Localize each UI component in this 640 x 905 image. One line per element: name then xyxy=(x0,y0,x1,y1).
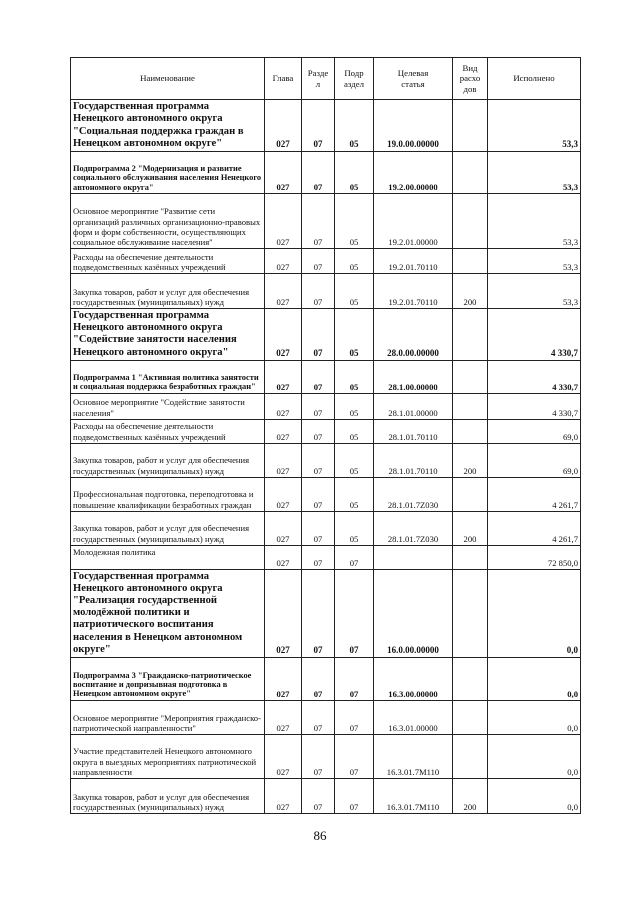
table-row xyxy=(71,545,581,569)
cell-podrazdel: 05 xyxy=(335,443,374,477)
cell-amount: 53,3 xyxy=(488,100,581,152)
cell-statya: 19.0.00.00000 xyxy=(374,100,453,152)
cell-name: Подпрограмма 3 "Гражданско-патриотическое воспитание и допризывная подготовка в Ненецком автономном округе" xyxy=(71,657,265,700)
cell-razdel: 07 xyxy=(302,274,335,309)
cell-statya: 28.1.01.70110 xyxy=(374,419,453,443)
cell-razdel: 07 xyxy=(302,477,335,511)
cell-name: Молодежная политика xyxy=(71,545,265,569)
table-row xyxy=(71,274,581,309)
cell-podrazdel: 07 xyxy=(335,545,374,569)
cell-name: Расходы на обеспечение деятельности подведомственных казённых учреждений xyxy=(71,419,265,443)
cell-amount: 4 261,7 xyxy=(488,511,581,545)
cell-vid xyxy=(453,419,488,443)
cell-glava: 027 xyxy=(265,778,302,813)
header-amount: Исполнено xyxy=(488,58,581,100)
cell-razdel: 07 xyxy=(302,657,335,700)
header-name: Наименование xyxy=(71,58,265,100)
table-row xyxy=(71,569,581,657)
cell-glava: 027 xyxy=(265,511,302,545)
cell-amount: 53,3 xyxy=(488,152,581,194)
cell-vid xyxy=(453,657,488,700)
cell-amount: 53,3 xyxy=(488,249,581,274)
cell-razdel: 07 xyxy=(302,100,335,152)
cell-vid xyxy=(453,477,488,511)
cell-statya xyxy=(374,545,453,569)
cell-vid: 200 xyxy=(453,778,488,813)
cell-amount: 0,0 xyxy=(488,569,581,657)
cell-razdel: 07 xyxy=(302,419,335,443)
header-podrazdel-line2: аздел xyxy=(344,78,364,89)
table-row xyxy=(71,152,581,194)
cell-podrazdel: 07 xyxy=(335,657,374,700)
cell-podrazdel: 05 xyxy=(335,249,374,274)
cell-name: Участие представителей Ненецкого автономного округа в выездных мероприятиях патриотической направленности xyxy=(71,734,265,778)
cell-vid xyxy=(453,393,488,419)
cell-vid xyxy=(453,569,488,657)
cell-razdel: 07 xyxy=(302,511,335,545)
cell-vid xyxy=(453,194,488,249)
cell-glava: 027 xyxy=(265,100,302,152)
cell-statya: 28.1.01.7Z030 xyxy=(374,511,453,545)
cell-statya: 28.1.01.70110 xyxy=(374,443,453,477)
header-podrazdel-line1: Подр xyxy=(344,68,364,79)
cell-name: Подпрограмма 1 "Активная политика занятости и социальная поддержка безработных граждан" xyxy=(71,360,265,393)
cell-podrazdel: 05 xyxy=(335,477,374,511)
cell-razdel: 07 xyxy=(302,360,335,393)
cell-amount: 53,3 xyxy=(488,194,581,249)
cell-amount: 53,3 xyxy=(488,274,581,309)
cell-statya: 28.1.01.7Z030 xyxy=(374,477,453,511)
cell-vid: 200 xyxy=(453,274,488,309)
cell-podrazdel: 05 xyxy=(335,309,374,361)
table-row xyxy=(71,778,581,813)
cell-podrazdel: 07 xyxy=(335,778,374,813)
cell-statya: 28.0.00.00000 xyxy=(374,309,453,361)
table-row xyxy=(71,360,581,393)
cell-razdel: 07 xyxy=(302,249,335,274)
cell-razdel: 07 xyxy=(302,443,335,477)
cell-vid xyxy=(453,700,488,734)
cell-name: Подпрограмма 2 "Модернизация и развитие социального обслуживания населения Ненецкого автономного округа" xyxy=(71,152,265,194)
cell-name: Государственная программа Ненецкого автономного округа "Содействие занятости населения Ненецкого автономного округа" xyxy=(71,309,265,361)
cell-podrazdel: 05 xyxy=(335,360,374,393)
cell-amount: 4 330,7 xyxy=(488,309,581,361)
budget-table xyxy=(70,57,581,814)
cell-podrazdel: 07 xyxy=(335,569,374,657)
table-row xyxy=(71,700,581,734)
cell-vid xyxy=(453,309,488,361)
table-row xyxy=(71,194,581,249)
header-statya-line2: статья xyxy=(401,78,425,89)
header-vid-line2: расхо xyxy=(459,73,481,84)
cell-razdel: 07 xyxy=(302,545,335,569)
table-row xyxy=(71,657,581,700)
table-row xyxy=(71,419,581,443)
cell-glava: 027 xyxy=(265,393,302,419)
table-row xyxy=(71,249,581,274)
cell-podrazdel: 05 xyxy=(335,274,374,309)
cell-razdel: 07 xyxy=(302,393,335,419)
cell-razdel: 07 xyxy=(302,569,335,657)
cell-glava: 027 xyxy=(265,477,302,511)
cell-name: Основное мероприятие "Содействие занятости населения" xyxy=(71,393,265,419)
cell-statya: 16.0.00.00000 xyxy=(374,569,453,657)
cell-razdel: 07 xyxy=(302,309,335,361)
cell-razdel: 07 xyxy=(302,152,335,194)
cell-podrazdel: 05 xyxy=(335,100,374,152)
header-vid xyxy=(453,58,488,100)
cell-glava: 027 xyxy=(265,360,302,393)
cell-amount: 0,0 xyxy=(488,657,581,700)
cell-amount: 4 261,7 xyxy=(488,477,581,511)
cell-amount: 72 850,0 xyxy=(488,545,581,569)
cell-glava: 027 xyxy=(265,309,302,361)
header-statya-line1: Целевая xyxy=(397,68,429,79)
cell-statya: 16.3.01.7M110 xyxy=(374,778,453,813)
page-number: 86 xyxy=(313,828,327,843)
table-row xyxy=(71,477,581,511)
cell-razdel: 07 xyxy=(302,734,335,778)
table-row xyxy=(71,734,581,778)
cell-vid: 200 xyxy=(453,443,488,477)
table-row xyxy=(71,443,581,477)
cell-statya: 16.3.01.00000 xyxy=(374,700,453,734)
cell-glava: 027 xyxy=(265,152,302,194)
cell-glava: 027 xyxy=(265,657,302,700)
header-statya xyxy=(374,58,453,100)
table-header-row xyxy=(71,58,581,100)
cell-razdel: 07 xyxy=(302,194,335,249)
cell-statya: 19.2.01.00000 xyxy=(374,194,453,249)
cell-razdel: 07 xyxy=(302,778,335,813)
cell-glava: 027 xyxy=(265,194,302,249)
cell-glava: 027 xyxy=(265,734,302,778)
cell-podrazdel: 07 xyxy=(335,700,374,734)
table-row xyxy=(71,393,581,419)
cell-name: Закупка товаров, работ и услуг для обеспечения государственных (муниципальных) нужд xyxy=(71,778,265,813)
header-glava: Глава xyxy=(265,58,302,100)
cell-name: Государственная программа Ненецкого автономного округа "Реализация государственной молодёжной политики и патриотического воспитания населения в Ненецком автономном округе" xyxy=(71,569,265,657)
cell-podrazdel: 05 xyxy=(335,393,374,419)
cell-statya: 19.2.01.70110 xyxy=(374,249,453,274)
cell-statya: 16.3.00.00000 xyxy=(374,657,453,700)
cell-name: Основное мероприятие "Мероприятия гражданско-патриотической направленности" xyxy=(71,700,265,734)
header-vid-line3: дов xyxy=(463,83,477,94)
cell-glava: 027 xyxy=(265,700,302,734)
cell-glava: 027 xyxy=(265,569,302,657)
table-row xyxy=(71,309,581,361)
cell-amount: 69,0 xyxy=(488,443,581,477)
cell-name: Государственная программа Ненецкого автономного округа "Социальная поддержка граждан в Ненецком автономном округе" xyxy=(71,100,265,152)
cell-name: Закупка товаров, работ и услуг для обеспечения государственных (муниципальных) нужд xyxy=(71,274,265,309)
cell-podrazdel: 05 xyxy=(335,194,374,249)
cell-glava: 027 xyxy=(265,545,302,569)
cell-statya: 19.2.01.70110 xyxy=(374,274,453,309)
cell-podrazdel: 07 xyxy=(335,734,374,778)
cell-amount: 0,0 xyxy=(488,778,581,813)
cell-vid xyxy=(453,152,488,194)
cell-razdel: 07 xyxy=(302,700,335,734)
header-razdel-line2: л xyxy=(315,78,321,89)
cell-amount: 0,0 xyxy=(488,700,581,734)
cell-amount: 0,0 xyxy=(488,734,581,778)
cell-podrazdel: 05 xyxy=(335,152,374,194)
cell-glava: 027 xyxy=(265,419,302,443)
cell-glava: 027 xyxy=(265,443,302,477)
cell-statya: 28.1.01.00000 xyxy=(374,393,453,419)
table-row xyxy=(71,511,581,545)
cell-statya: 16.3.01.7M110 xyxy=(374,734,453,778)
cell-glava: 027 xyxy=(265,249,302,274)
cell-statya: 28.1.00.00000 xyxy=(374,360,453,393)
cell-amount: 4 330,7 xyxy=(488,393,581,419)
header-razdel-line1: Разде xyxy=(307,68,329,79)
cell-name: Закупка товаров, работ и услуг для обеспечения государственных (муниципальных) нужд xyxy=(71,511,265,545)
cell-vid xyxy=(453,249,488,274)
cell-amount: 4 330,7 xyxy=(488,360,581,393)
table-row xyxy=(71,100,581,152)
header-razdel xyxy=(302,58,335,100)
header-vid-line1: Вид xyxy=(462,62,478,73)
cell-name: Расходы на обеспечение деятельности подведомственных казённых учреждений xyxy=(71,249,265,274)
cell-podrazdel: 05 xyxy=(335,419,374,443)
cell-statya: 19.2.00.00000 xyxy=(374,152,453,194)
cell-name: Закупка товаров, работ и услуг для обеспечения государственных (муниципальных) нужд xyxy=(71,443,265,477)
cell-amount: 69,0 xyxy=(488,419,581,443)
cell-vid xyxy=(453,545,488,569)
cell-name: Основное мероприятие "Развитие сети организаций различных организационно-правовых форм и форм собственности, осуществляющих социальное обслуживание населения" xyxy=(71,194,265,249)
header-podrazdel xyxy=(335,58,374,100)
cell-vid: 200 xyxy=(453,511,488,545)
cell-name: Профессиональная подготовка, переподготовка и повышение квалификации безработных граждан xyxy=(71,477,265,511)
cell-vid xyxy=(453,100,488,152)
cell-podrazdel: 05 xyxy=(335,511,374,545)
cell-vid xyxy=(453,360,488,393)
cell-glava: 027 xyxy=(265,274,302,309)
cell-vid xyxy=(453,734,488,778)
